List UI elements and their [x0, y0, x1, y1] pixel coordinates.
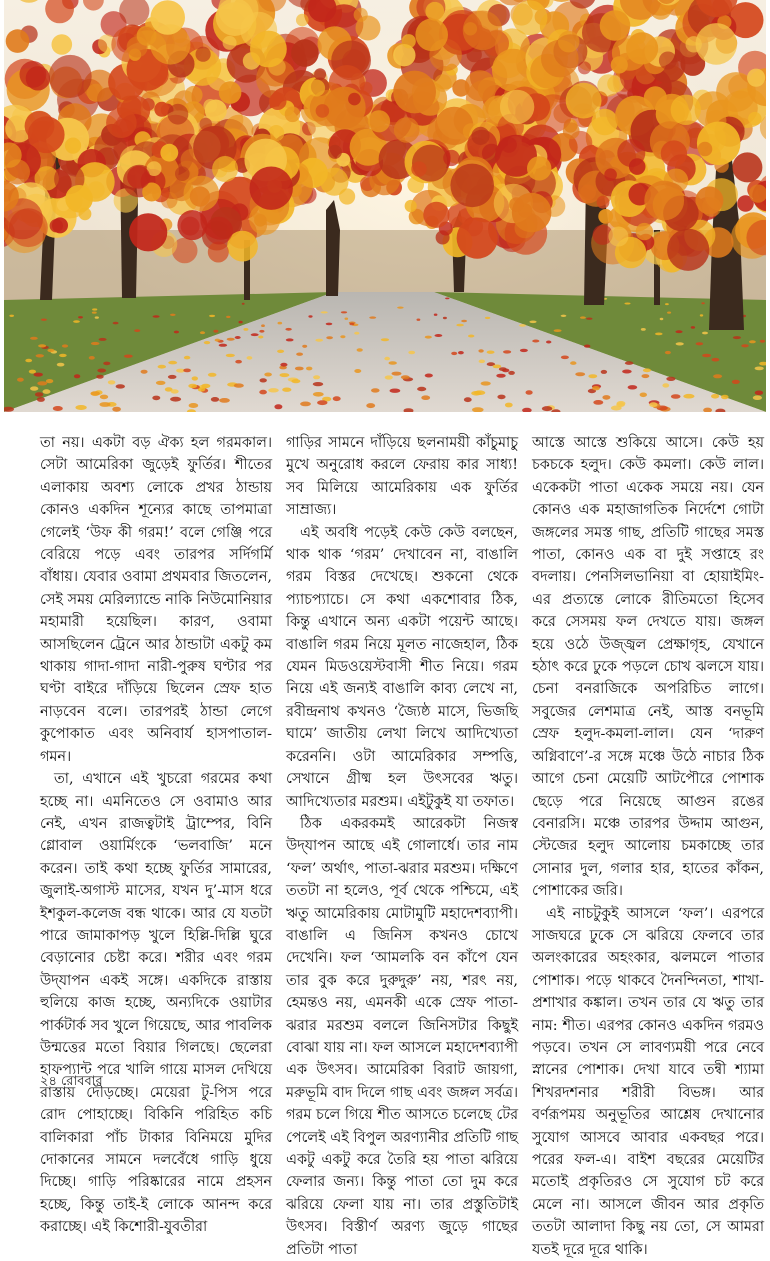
page-footer: ২৪ রোববার	[40, 1072, 103, 1093]
article-column-1	[40, 432, 272, 1239]
article-column-3	[532, 432, 764, 1261]
column-2-paragraph-3: ঠিক একরকমই আরেকটা নিজস্ব উদ্‌যাপন আছে এই গোলার্ধে। তার নাম ‘ফল’ অর্থাৎ, পাতা-ঝরার মরশুম। দক্ষিণে ততটা না হলেও, পূর্ব থেকে পশ্চিমে, এই ঋতু আমেরিকায় মোটামুটি মহাদেশব্যাপী। বাঙালি এ জিনিস কখনও চোখে দেখেনি। ফল ‘আমলকি বন কাঁপে যেন তার বুক করে দুরুদুরু’ নয়, শরৎ নয়, হেমন্তও নয়, এমনকী একে স্রেফ পাতা-ঝরার মরশুম বললে জিনিসটার কিছুই বোঝা যায় না। ফল আসলে মহাদেশব্যাপী এক উৎসব। আমেরিকা বিরাট জায়গা, মরুভূমি বাদ দিলে গাছ এবং জঙ্গল সর্বত্র। গরম চলে গিয়ে শীত আসতে চলেছে টের পেলেই এই বিপুল অরণ্যানীর প্রতিটি গাছ একটু একটু করে তৈরি হয় পাতা ঝরিয়ে ফেলার জন্য। কিন্তু পাতা তো দুম করে ঝরিয়ে ফেলা যায় না। তার প্রস্তুতিটাই উৎসব। বিস্তীর্ণ অরণ্য জুড়ে গাছের প্রতিটা পাতা	[286, 813, 518, 1261]
column-2-paragraph-2: এই অবধি পড়েই কেউ কেউ বলছেন, থাক থাক ‘গরম’ দেখাবেন না, বাঙালি গরম বিস্তর দেখেছে। শুকনো থেকে প্যাচপ্যাচে। সে কথা একশোবার ঠিক, কিন্তু এখানে অন্য একটা পয়েন্ট আছে। বাঙালি গরম নিয়ে মূলত নাজেহাল, ঠিক যেমন মিডওয়েস্টবাসী শীত নিয়ে। গরম নিয়ে এই জন্যই বাঙালি কাব্য লেখে না, রবীন্দ্রনাথ কখনও ‘জ্যৈষ্ঠ মাসে, ভিজছি ঘামে’ জাতীয় লেখা লিখে আদিখ্যেতা করেননি। ওটা আমেরিকার সম্পত্তি, সেখানে গ্রীষ্ম হল উৎসবের ঋতু। আদিখ্যেতার মরশুম। এইটুকুই যা তফাত।	[286, 522, 518, 813]
column-3-paragraph-1: আস্তে আস্তে শুকিয়ে আসে। কেউ হয় চকচকে হলুদ। কেউ কমলা। কেউ লাল। একেকটা পাতা একেক সময়ে নয়। যেন কোনও এক মহাজাগতিক নির্দেশে গোটা জঙ্গলের সমস্ত গাছ, প্রতিটি গাছের সমস্ত পাতা, কোনও এক বা দুই সপ্তাহে রং বদলায়। পেনসিলভানিয়া বা হোয়াইমিং-এর প্রত্যন্তে লোকে রীতিমতো হিসেব করে সেসময় ফল দেখতে যায়। জঙ্গল হয়ে ওঠে উজ্জ্বল প্রেক্ষাগৃহ, যেখানে হঠাৎ করে ঢুকে পড়লে চোখ ঝলসে যায়। চেনা বনরাজিকে অপরিচিত লাগে। সবুজের লেশমাত্র নেই, আস্ত বনভূমি স্রেফ হলুদ-কমলা-লাল। যেন ‘দারুণ অগ্নিবাণে’-র সঙ্গে মঞ্চে উঠে নাচার ঠিক আগে চেনা মেয়েটি আটপৌরে পোশাক ছেড়ে পরে নিয়েছে আগুন রঙের বেনারসি। মঞ্চে তারপর উদ্দাম আগুন, স্টেজের হলুদ আলোয় চমকাচ্ছে তার সোনার দুল, গলার হার, হাতের কাঁকন, পোশাকের জরি।	[532, 432, 764, 903]
column-2-paragraph-1: গাড়ির সামনে দাঁড়িয়ে ছলনাময়ী কাঁচুমাচু মুখে অনুরোধ করলে ফেরায় কার সাধ্য! সব মিলিয়ে আমেরিকায় এক ফুর্তির সাম্রাজ্য।	[286, 432, 518, 522]
article-column-2	[286, 432, 518, 1261]
column-1-paragraph-2: তা, এখানে এই খুচরো গরমের কথা হচ্ছে না। এমনিতেও সে ওবামাও আর নেই, এখন রাজত্বটাই ট্রাম্পের, বিনি গ্লোবাল ওয়ার্মিংকে ‘ভলবাজি’ মনে করেন। তাই কথা হচ্ছে ফুর্তির সামারের, জুলাই-অগাস্ট মাসের, যখন দু’-মাস ধরে ইশকুল-কলেজ বন্ধ থাকে। আর যে যতটা পারে জামাকাপড় খুলে হিল্লি-দিল্লি ঘুরে বেড়ানোর চেষ্টা করে। শরীর এবং গরম উদ্‌যাপন একই সঙ্গে। একদিকে রাস্তায় হুলিয়ে কাজ হচ্ছে, অন্যদিকে ওয়াটার পার্কটার্ক সব খুলে গিয়েছে, আর পাবলিক উন্মত্তের মতো বিয়ার গিলছে। ছেলেরা হাফপ্যান্ট পরে খালি গায়ে মাসল দেখিয়ে রাস্তায় দৌড়চ্ছে। মেয়েরা টু-পিস পরে রোদ পোহাচ্ছে। বিকিনি পরিহিত কচি বালিকারা পাঁচ টাকার বিনিময়ে মুদির দোকানের সামনে দলবেঁধে গাড়ি ধুয়ে দিচ্ছে। গাড়ি পরিষ্কারের নামে প্রহসন হচ্ছে, কিন্তু তাই-ই লোকে আনন্দ করে করাচ্ছে। এই কিশোরী-যুবতীরা	[40, 768, 272, 1239]
column-1-paragraph-1: তা নয়। একটা বড় ঐক্য হল গরমকাল। সেটা আমেরিকা জুড়েই ফুর্তির। শীতের এলাকায় অবশ্য লোকে প্রখর ঠান্ডায় কোনও একদিন শূন্যের কাছে তাপমাত্রা গেলেই ‘উফ কী গরম!’ বলে গেঞ্জি পরে বেরিয়ে পড়ে এবং তারপর সর্দিগর্মি বাঁধায়। যেবার ওবামা প্রথমবার জিতলেন, সেই সময় মেরিল্যান্ডে নাকি নিউমোনিয়ার মহামারী হয়েছিল। কারণ, ওবামা আসছিলেন ট্রেনে আর ঠান্ডাটা একটু কম থাকায় গাদা-গাদা নারী-পুরুষ ঘণ্টার পর ঘণ্টা বাইরে দাঁড়িয়ে ছিলেন স্রেফ হাত নাড়বেন বলে। তারপরই ঠান্ডা লেগে কুপোকাত এবং অনিবার্য হাসপাতাল-গমন।	[40, 432, 272, 768]
column-3-paragraph-2: এই নাচটুকুই আসলে ‘ফল’। এরপরে সাজঘরে ঢুকে সে ঝরিয়ে ফেলবে তার অলংকারের অহংকার, ঝলমলে পাতার পোশাক। পড়ে থাকবে দৈনন্দিনতা, শাখা-প্রশাখার কঙ্কাল। তখন তার যে ঋতু তার নাম: শীত। এরপর কোনও একদিন গরমও পড়বে। তখন সে লাবণ্যময়ী পরে নেবে স্নানের পোশাক। দেখা যাবে তন্বী শ্যামা শিখরদশনার শরীরী বিভঙ্গ। আর বর্ণরূপময় অনুভূতির আশ্লেষ দেখানোর সুযোগ আসবে আবার একবছর পরে। পরের ফল-এ। বাইশ বছরের মেয়েটির মতোই প্রকৃতিরও সে সুযোগ চট করে মেলে না। আসলে জীবন আর প্রকৃতি ততটা আলাদা কিছু নয় তো, সে আমরা যতই দূরে দূরে থাকি।	[532, 903, 764, 1261]
autumn-road-photo	[4, 0, 766, 412]
